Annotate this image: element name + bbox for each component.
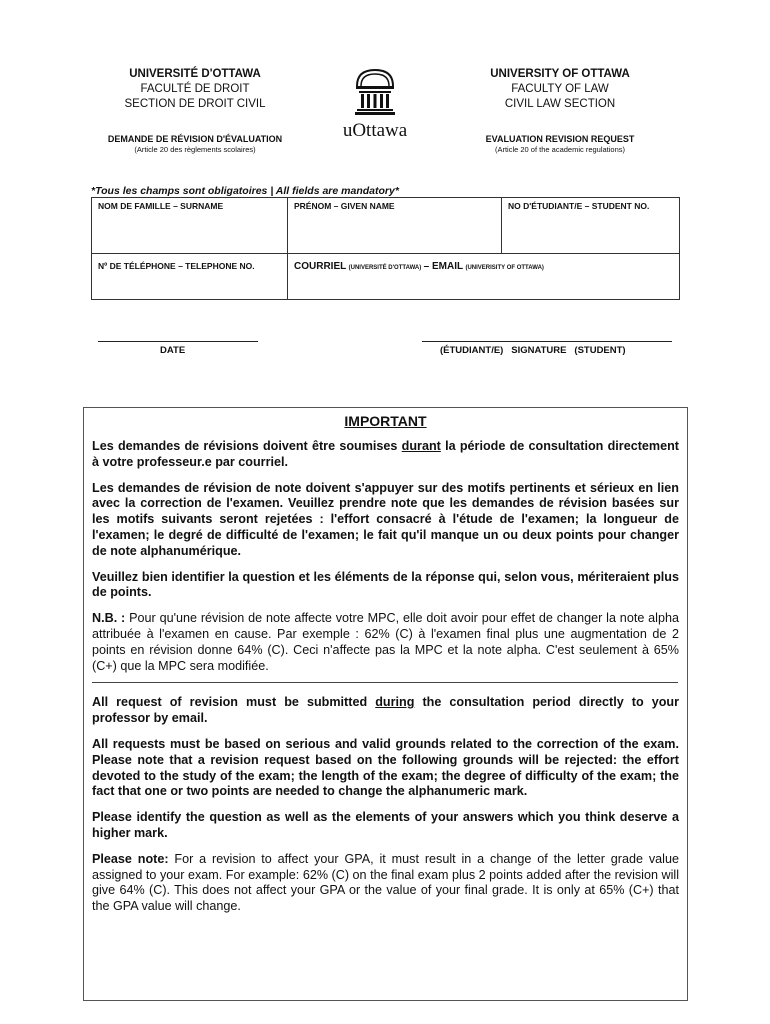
email-field[interactable]: [288, 254, 680, 300]
article-ref-fr: (Article 20 des règlements scolaires): [134, 145, 256, 154]
section-divider: [92, 682, 678, 683]
university-building-icon: [353, 66, 397, 118]
student-no-field[interactable]: [502, 198, 680, 254]
surname-label: NOM DE FAMILLE – SURNAME: [98, 201, 224, 211]
email-label-email-sub: (UNIVERISITY OF OTTAWA): [465, 265, 544, 271]
date-line[interactable]: [98, 341, 258, 342]
important-title: IMPORTANT: [344, 413, 427, 429]
uottawa-logo: [330, 66, 420, 142]
section-name-en: CIVIL LAW SECTION: [504, 98, 616, 110]
section-name-fr: SECTION DE DROIT CIVIL: [124, 98, 266, 110]
logo-wordmark: uOttawa: [342, 120, 408, 141]
en-paragraph-deadline: All request of revision must be submitted during the consultation period directly to your professor by email.: [92, 695, 680, 726]
faculty-name-fr: FACULTÉ DE DROIT: [140, 83, 250, 95]
email-label-courriel: COURRIEL: [294, 261, 347, 272]
fr-paragraph-identify: Veuillez bien identifier la question et les éléments de la réponse qui, selon vous, mériteraient plus de points.: [92, 569, 679, 600]
faculty-name-en: FACULTY OF LAW: [511, 83, 609, 95]
email-label-courriel-sub: (UNIVERSITÉ D'OTTAWA): [348, 265, 422, 271]
given-name-label: PRÉNOM – GIVEN NAME: [294, 201, 395, 211]
university-name-fr: UNIVERSITÉ D'OTTAWA: [129, 68, 261, 80]
telephone-label: Nº DE TÉLÉPHONE – TELEPHONE NO.: [98, 261, 255, 271]
fr-paragraph-grounds: Les demandes de révision de note doivent s'appuyer sur des motifs pertinents et sérieux en lien avec la correction de l'examen. Veuillez prendre note que les demandes de révision basées sur les motifs suivants seront rejetées : l'effort consacré à l'étude de l'examen; la longueur de l'examen; le degré de difficulté de l'examen; le fait qu'il manque un ou deux points pour changer de note alphanumérique.: [92, 480, 679, 558]
email-label-email: – EMAIL: [423, 261, 464, 272]
en-paragraph-identify: Please identify the question as well as the elements of your answers which you think deserve a higher mark.: [92, 810, 679, 840]
form-title-en: EVALUATION REVISION REQUEST: [485, 134, 635, 144]
given-name-field[interactable]: [288, 198, 502, 254]
header-french: [80, 67, 310, 155]
fr-paragraph-nb: N.B. : Pour qu'une révision de note affecte votre MPC, elle doit avoir pour effet de changer la note alpha attribuée à l'examen en cause. Par exemple : 62% (C) à l'examen final plus une augmentation de 2 points en révision donne 64% (C). Ceci n'affecte pas la MPC et la note alpha. C'est seulement à 65% (C+) que la MPC sera modifiée.: [92, 611, 679, 673]
header-english: [450, 67, 670, 155]
signature-label: (ÉTUDIANT/E) SIGNATURE (STUDENT): [440, 345, 626, 356]
surname-field[interactable]: [92, 198, 288, 254]
student-no-label: NO D'ÉTUDIANT/E – STUDENT NO.: [508, 201, 650, 211]
telephone-field[interactable]: [92, 254, 288, 300]
date-label: DATE: [160, 345, 186, 356]
form-title-fr: DEMANDE DE RÉVISION D'ÉVALUATION: [107, 134, 283, 144]
en-paragraph-grounds: All requests must be based on serious and valid grounds related to the correction of the exam. Please note that a revision request based on the following grounds will be rejected: the effort devoted to the study of the exam; the length of the exam; the degree of difficulty of the exam; the fact that one or two points are needed to change the alphanumeric mark.: [92, 736, 679, 799]
signature-line[interactable]: [422, 341, 672, 342]
article-ref-en: (Article 20 of the academic regulations): [494, 145, 626, 154]
important-notice-box: [83, 407, 688, 1001]
fr-paragraph-deadline: Les demandes de révisions doivent être soumises durant la période de consultation directement à votre professeur.e par courriel.: [92, 439, 679, 469]
en-paragraph-note: Please note: For a revision to affect your GPA, it must result in a change of the letter grade value assigned to your exam. For example: 62% (C) on the final exam plus 2 points added after the revision will give 64% (C). This does not affect your GPA or the value of your final grade. It is only at 65% (C+) that the GPA value will change.: [92, 851, 679, 914]
mandatory-note: *Tous les champs sont obligatoires | All fields are mandatory*: [91, 185, 399, 197]
student-info-table: [91, 197, 680, 300]
university-name-en: UNIVERSITY OF OTTAWA: [490, 68, 630, 80]
